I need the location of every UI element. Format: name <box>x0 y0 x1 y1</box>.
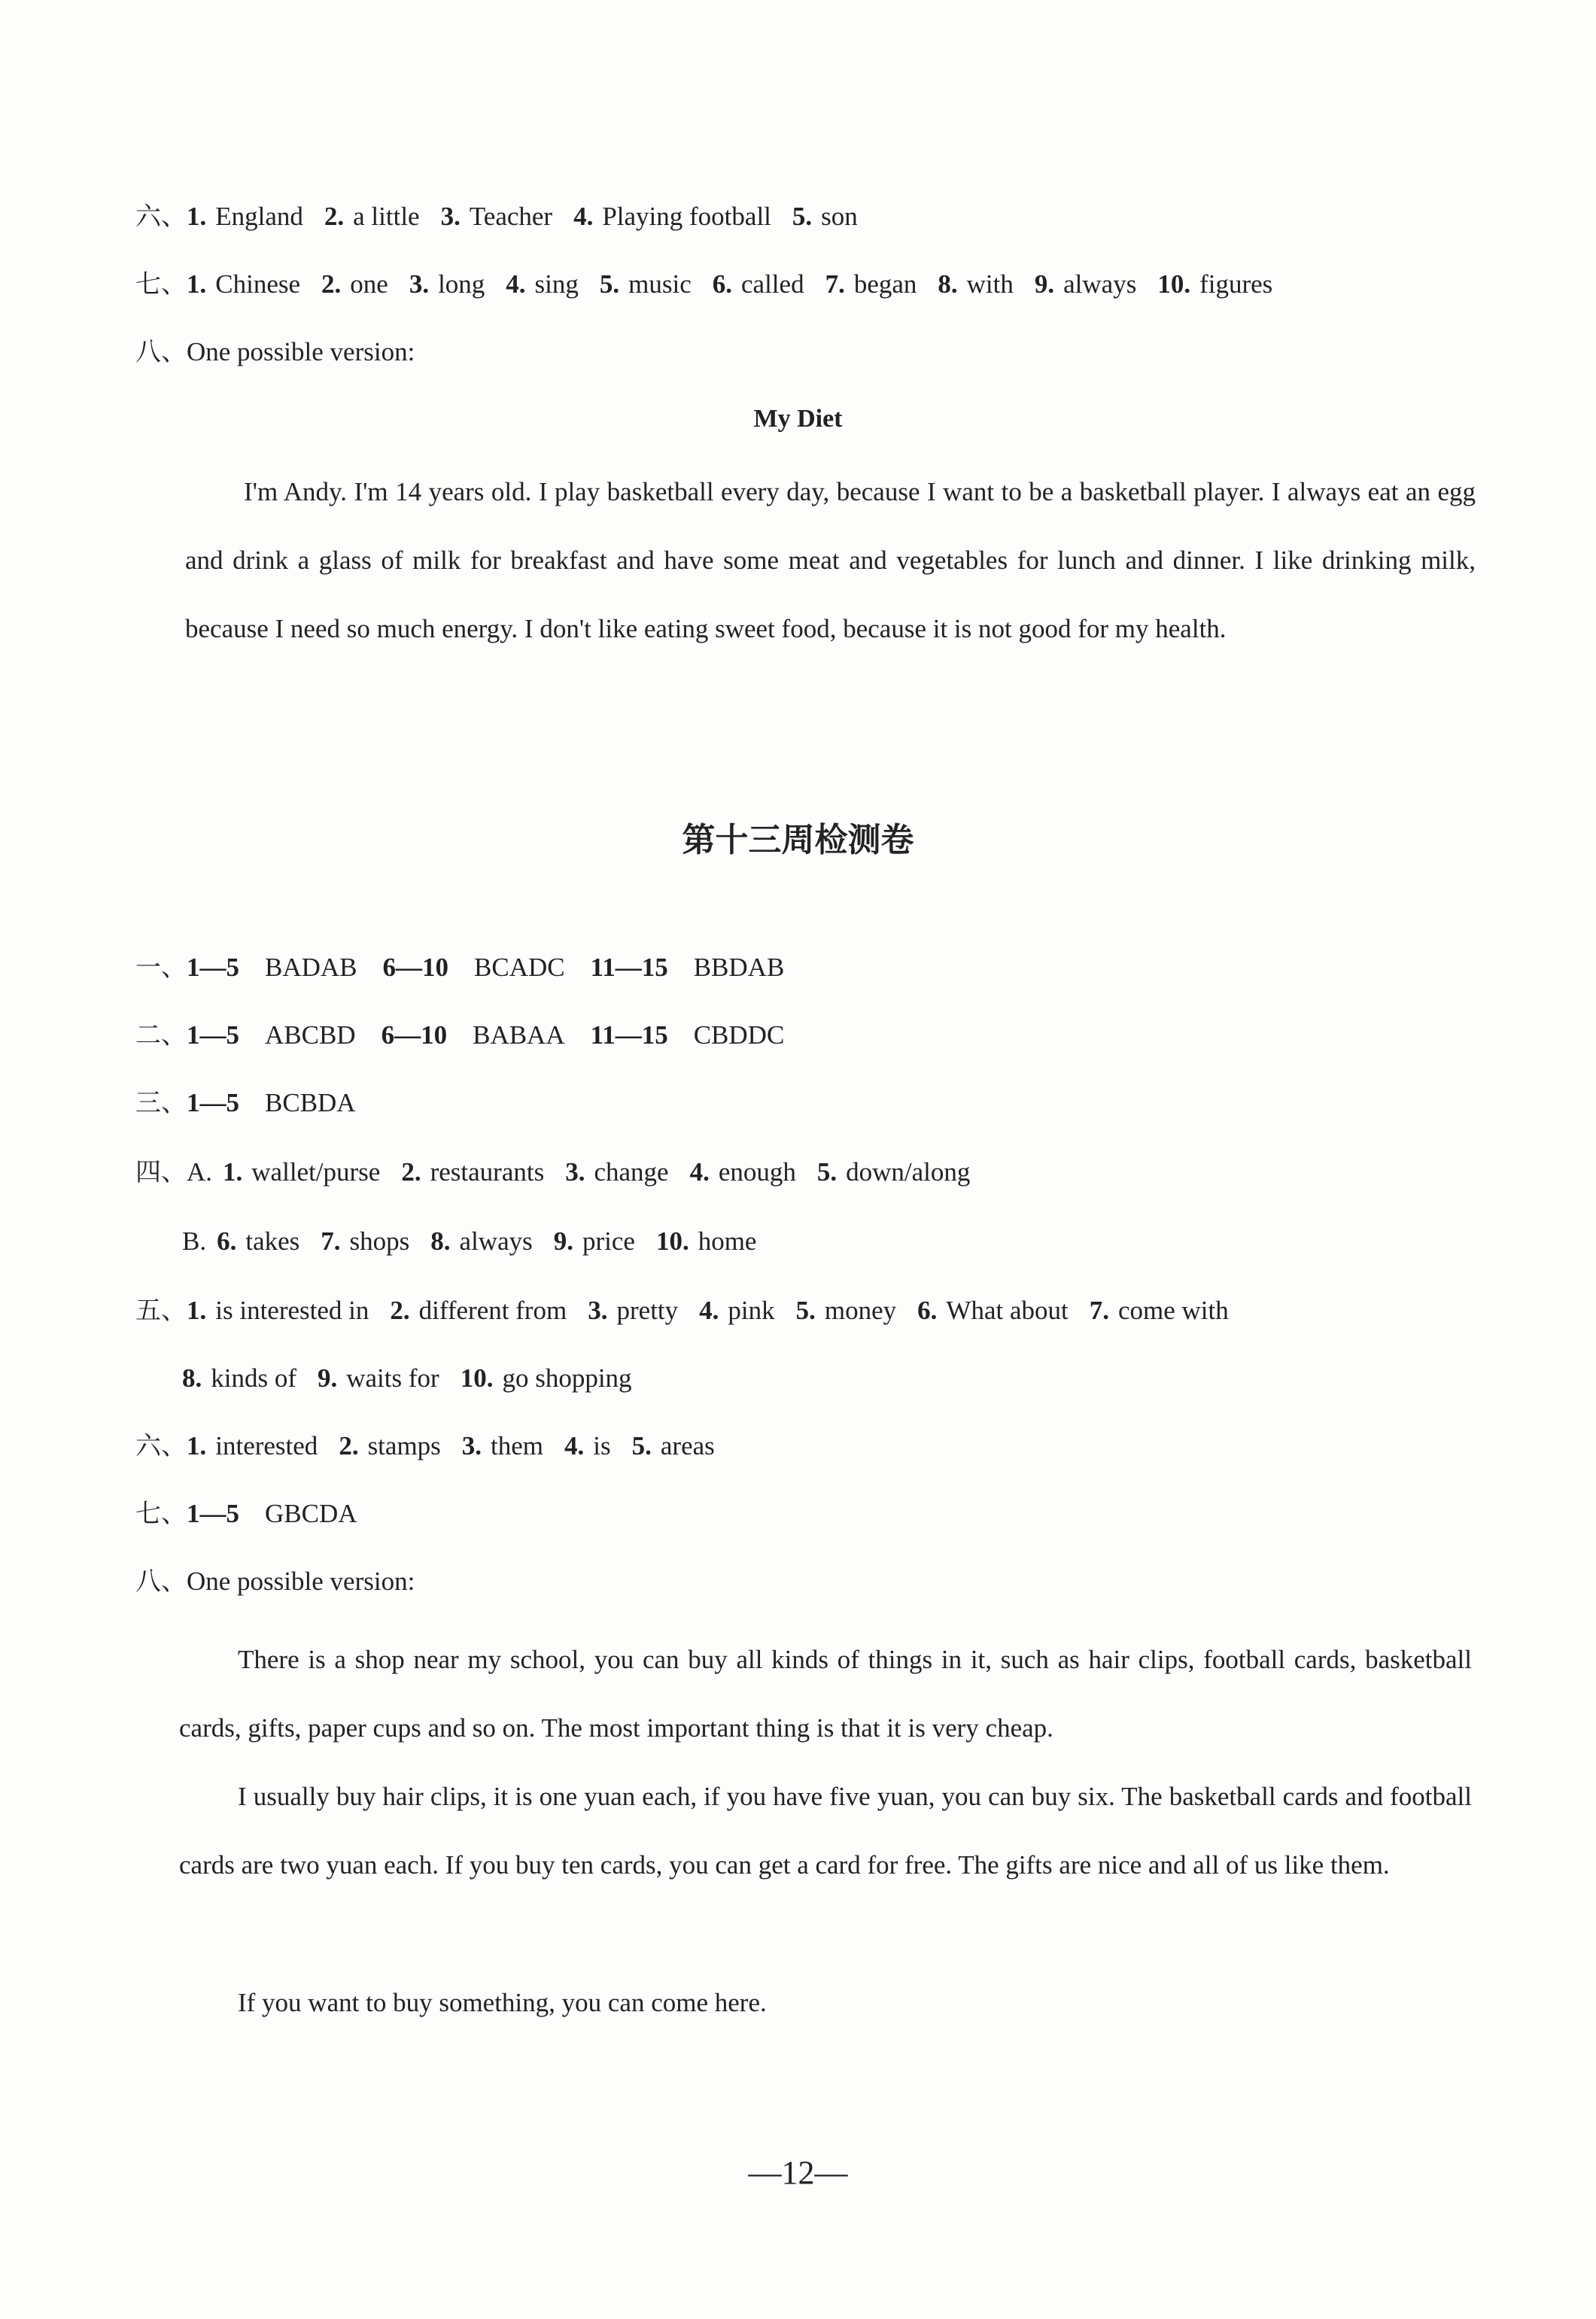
item-number: 3. <box>565 1157 585 1187</box>
question-label: 八、 <box>135 337 187 367</box>
version-intro: One possible version: <box>187 337 415 366</box>
item-number: 2. <box>324 202 345 231</box>
item-answer: takes <box>245 1226 300 1256</box>
item-number: 6. <box>217 1226 237 1256</box>
answer-row-6b <box>135 1430 736 1463</box>
page-number: —12— <box>748 2154 848 2191</box>
essay-title: My Diet <box>753 405 843 433</box>
item-answer: come with <box>1117 1296 1229 1325</box>
range-answers: BADAB <box>265 953 357 982</box>
essay-paragraph: There is a shop near my school, you can buy all kinds of things in it, such as hair clips, football cards, basketball cards, gifts, paper cups and so on. The most important thing is that it is very cheap. <box>179 1645 1472 1743</box>
range-answers: ABCBD <box>265 1020 356 1050</box>
item-number: 1. <box>187 1296 207 1325</box>
item-answer: interested <box>215 1431 318 1460</box>
item-number: 4. <box>699 1296 719 1325</box>
essay-paragraph: I usually buy hair clips, it is one yuan each, if you have five yuan, you can buy six. The basketball cards and football cards are two yuan each. If you buy ten cards, you can get a card for free. The gifts are nice and all of us like them. <box>179 1782 1472 1880</box>
item-answer: them <box>491 1431 544 1460</box>
answer-row-2 <box>135 1019 810 1052</box>
answer-row-7 <box>135 268 1294 301</box>
item-answer: kinds of <box>211 1363 296 1393</box>
range-answers: BBDAB <box>693 953 785 982</box>
item-answer: a little <box>353 202 420 231</box>
question-label: 七、 <box>135 1499 187 1529</box>
item-number: 2. <box>401 1157 421 1187</box>
part-label: B. <box>182 1226 207 1256</box>
answer-row-6 <box>135 200 879 233</box>
range-label: 1—5 <box>187 953 239 982</box>
item-answer: England <box>215 202 303 231</box>
range-label: 6—10 <box>382 953 449 982</box>
item-number: 10. <box>655 1226 689 1256</box>
question-label: 二、 <box>135 1020 187 1050</box>
item-answer: home <box>698 1226 757 1256</box>
item-answer: areas <box>660 1431 715 1460</box>
range-label: 11—15 <box>590 953 668 982</box>
item-number: 10. <box>1157 269 1191 299</box>
item-number: 4. <box>573 202 594 231</box>
item-number: 5. <box>599 269 620 299</box>
answer-row-3 <box>135 1087 382 1120</box>
item-number: 9. <box>553 1226 573 1256</box>
item-number: 5. <box>792 202 813 231</box>
item-answer: waits for <box>346 1363 439 1393</box>
range-answers: GBCDA <box>265 1499 357 1528</box>
range-answers: CBDDC <box>693 1020 785 1050</box>
range-label: 6—10 <box>381 1020 448 1050</box>
range-label: 1—5 <box>187 1088 239 1117</box>
item-number: 3. <box>409 269 430 299</box>
item-number: 1. <box>187 1431 207 1460</box>
item-number: 8. <box>182 1363 202 1393</box>
item-answer: enough <box>718 1157 796 1187</box>
item-number: 4. <box>564 1431 585 1460</box>
question-label: 六、 <box>135 1431 187 1461</box>
item-number: 1. <box>187 269 207 299</box>
essay-paragraph: I'm Andy. I'm 14 years old. I play basketball every day, because I want to be a basketball player. I always eat an egg and drink a glass of milk for breakfast and have some meat and vegetables for lunch and dinner. I like drinking milk, because I need so much energy. I don't like eating sweet food, because it is not good for my health. <box>185 477 1476 643</box>
answer-row-8b <box>135 1565 415 1598</box>
item-number: 1. <box>223 1157 243 1187</box>
answer-row-5b <box>182 1362 653 1395</box>
answer-row-4b <box>182 1225 777 1258</box>
item-answer: stamps <box>367 1431 441 1460</box>
item-answer: price <box>582 1226 635 1256</box>
item-answer: different from <box>418 1296 567 1325</box>
item-answer: Teacher <box>469 202 553 231</box>
range-answers: BCBDA <box>265 1088 356 1117</box>
item-number: 3. <box>461 1431 482 1460</box>
item-number: 8. <box>938 269 958 299</box>
item-answer: one <box>350 269 388 299</box>
item-answer: long <box>438 269 485 299</box>
item-answer: money <box>824 1296 897 1325</box>
question-label: 七、 <box>135 269 187 299</box>
question-label: 六、 <box>135 202 187 232</box>
item-answer: wallet/purse <box>251 1157 381 1187</box>
question-label: 五、 <box>135 1296 187 1326</box>
version-intro: One possible version: <box>187 1567 415 1596</box>
item-answer: figures <box>1199 269 1273 299</box>
range-label: 1—5 <box>187 1499 239 1528</box>
item-answer: change <box>594 1157 669 1187</box>
item-number: 5. <box>816 1157 838 1187</box>
item-answer: pretty <box>616 1296 679 1325</box>
item-number: 6. <box>917 1296 938 1325</box>
item-number: 3. <box>440 202 461 231</box>
essay-paragraph: If you want to buy something, you can come here. <box>238 1988 767 2017</box>
item-number: 9. <box>318 1363 338 1393</box>
item-answer: is interested in <box>215 1296 369 1325</box>
item-answer: What about <box>946 1296 1069 1325</box>
question-label: 三、 <box>135 1088 187 1118</box>
item-answer: always <box>459 1226 533 1256</box>
item-number: 1. <box>187 202 207 231</box>
question-label: 一、 <box>135 953 187 983</box>
item-number: 7. <box>321 1226 341 1256</box>
section-title: 第十三周检测卷 <box>682 821 914 859</box>
item-answer: called <box>741 269 804 299</box>
item-answer: Playing football <box>602 202 771 231</box>
item-number: 7. <box>825 269 845 299</box>
answer-row-7b <box>135 1497 383 1530</box>
item-number: 9. <box>1034 269 1055 299</box>
range-label: 1—5 <box>187 1020 239 1050</box>
range-answers: BABAA <box>473 1020 565 1050</box>
part-label: A. <box>187 1157 213 1187</box>
item-number: 2. <box>321 269 342 299</box>
item-answer: sing <box>534 269 579 299</box>
item-answer: Chinese <box>215 269 301 299</box>
item-number: 4. <box>506 269 526 299</box>
answer-row-8 <box>135 336 415 369</box>
answer-row-1 <box>135 951 810 984</box>
item-answer: began <box>853 269 917 299</box>
item-answer: pink <box>728 1296 775 1325</box>
range-answers: BCADC <box>474 953 565 982</box>
question-label: 四、 <box>135 1157 187 1187</box>
item-number: 5. <box>795 1296 816 1325</box>
item-answer: son <box>821 202 858 231</box>
item-number: 8. <box>430 1226 451 1256</box>
item-number: 2. <box>339 1431 359 1460</box>
answer-row-5a <box>135 1294 1250 1327</box>
answer-row-4a <box>135 1156 991 1189</box>
item-answer: music <box>628 269 692 299</box>
item-answer: is <box>593 1431 611 1460</box>
item-number: 7. <box>1089 1296 1109 1325</box>
item-answer: restaurants <box>430 1157 545 1187</box>
item-number: 4. <box>689 1157 710 1187</box>
range-label: 11—15 <box>590 1020 668 1050</box>
item-answer: with <box>966 269 1014 299</box>
item-number: 3. <box>588 1296 608 1325</box>
item-answer: always <box>1063 269 1137 299</box>
item-number: 2. <box>390 1296 410 1325</box>
item-answer: shops <box>349 1226 410 1256</box>
item-number: 5. <box>631 1431 652 1460</box>
item-number: 6. <box>712 269 733 299</box>
item-answer: down/along <box>846 1157 971 1187</box>
item-number: 10. <box>460 1363 494 1393</box>
item-answer: go shopping <box>502 1363 632 1393</box>
question-label: 八、 <box>135 1567 187 1597</box>
